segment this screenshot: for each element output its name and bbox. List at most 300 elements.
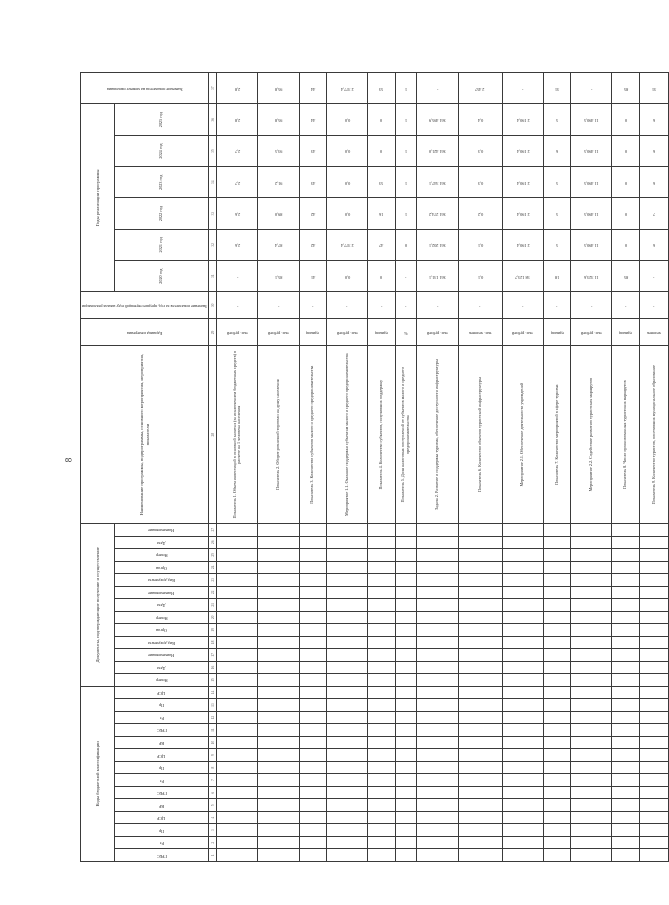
code-cell xyxy=(258,724,299,737)
code-cell xyxy=(571,849,612,862)
code-cell xyxy=(217,636,258,649)
code-cell xyxy=(299,586,326,599)
code-cell xyxy=(571,624,612,637)
doc-subheader: Орган xyxy=(114,624,209,637)
code-cell xyxy=(458,574,502,587)
code-cell xyxy=(368,749,395,762)
budget-subheader: ГРБС xyxy=(114,724,209,737)
code-cell xyxy=(417,711,458,724)
code-cell xyxy=(395,636,417,649)
row-name: Задача 2. Развитие и поддержка туризма, обеспечение доступности инфраструктуры xyxy=(417,346,458,523)
doc-subheader: Наименование xyxy=(114,586,209,599)
year-value: 0 xyxy=(612,135,639,166)
code-cell xyxy=(458,761,502,774)
year-value: 6 xyxy=(639,104,668,135)
column-number: 2 xyxy=(209,836,217,849)
year-value: 89,0 xyxy=(258,198,299,229)
code-cell xyxy=(299,736,326,749)
code-cell xyxy=(458,774,502,787)
year-value: 5 xyxy=(543,229,570,260)
code-cell xyxy=(258,574,299,587)
code-cell xyxy=(571,774,612,787)
code-cell xyxy=(458,624,502,637)
row-unit: тыс. рублей xyxy=(217,319,258,346)
year-value: 1 xyxy=(395,198,417,229)
year-value: 42 xyxy=(299,229,326,260)
code-cell xyxy=(327,636,368,649)
code-cell xyxy=(368,849,395,862)
code-cell xyxy=(502,724,543,737)
code-cell xyxy=(458,699,502,712)
code-cell xyxy=(299,549,326,562)
code-cell xyxy=(612,711,639,724)
column-number: 29 xyxy=(209,319,217,346)
column-number: 5 xyxy=(209,799,217,812)
code-cell xyxy=(502,761,543,774)
budget-subheader: ВР xyxy=(114,736,209,749)
row-unit: тыс. рублей xyxy=(502,319,543,346)
year-value: 361 347,1 xyxy=(417,167,458,198)
code-cell xyxy=(543,736,570,749)
column-number: 24 xyxy=(209,561,217,574)
code-cell xyxy=(299,611,326,624)
code-cell xyxy=(502,686,543,699)
code-cell xyxy=(327,561,368,574)
code-cell xyxy=(417,799,458,812)
year-value: 2 190,4 xyxy=(502,167,543,198)
code-cell xyxy=(395,799,417,812)
code-cell xyxy=(395,561,417,574)
doc-subheader: Номер xyxy=(114,611,209,624)
code-cell xyxy=(299,561,326,574)
code-cell xyxy=(612,586,639,599)
code-cell xyxy=(258,624,299,637)
year-value: 6 xyxy=(639,167,668,198)
table-row xyxy=(458,73,502,862)
code-cell xyxy=(612,599,639,612)
code-cell xyxy=(502,674,543,687)
row-name: Показатель 9. Количество туристов, посетивших муниципальное образование xyxy=(639,346,668,523)
code-cell xyxy=(571,836,612,849)
code-cell xyxy=(502,574,543,587)
column-number: 33 xyxy=(209,198,217,229)
year-value: 85 xyxy=(612,261,639,292)
code-cell xyxy=(299,649,326,662)
code-cell xyxy=(217,811,258,824)
code-cell xyxy=(368,549,395,562)
code-cell xyxy=(217,549,258,562)
code-cell xyxy=(639,836,668,849)
row-name: Показатель 7. Количество мероприятий в сфере туризма xyxy=(543,346,570,523)
code-cell xyxy=(417,699,458,712)
code-cell xyxy=(258,799,299,812)
year-value: 2 377,4 xyxy=(327,229,368,260)
code-cell xyxy=(571,824,612,837)
year-value: 11 490,5 xyxy=(571,135,612,166)
row-unit: человек xyxy=(639,319,668,346)
doc-subheader: Дата xyxy=(114,536,209,549)
code-cell xyxy=(502,661,543,674)
code-cell xyxy=(368,649,395,662)
column-number: 12 xyxy=(209,711,217,724)
year-header: 2022 год xyxy=(114,198,209,229)
code-cell xyxy=(543,711,570,724)
row-total: 31 xyxy=(543,73,570,105)
code-cell xyxy=(639,686,668,699)
code-cell xyxy=(368,711,395,724)
year-value: 11 490,5 xyxy=(571,229,612,260)
code-cell xyxy=(417,786,458,799)
code-cell xyxy=(368,724,395,737)
code-cell xyxy=(458,786,502,799)
code-cell xyxy=(571,811,612,824)
code-cell xyxy=(217,699,258,712)
code-cell xyxy=(612,761,639,774)
code-cell xyxy=(417,574,458,587)
code-cell xyxy=(395,836,417,849)
budget-subheader: ЦСР xyxy=(114,811,209,824)
code-cell xyxy=(571,599,612,612)
code-cell xyxy=(217,561,258,574)
row-name: Мероприятие 1.1. Оказание поддержки субъектам малого и среднего предпринимательства xyxy=(327,346,368,523)
column-number: 7 xyxy=(209,774,217,787)
column-number: 9 xyxy=(209,749,217,762)
year-value: 0 xyxy=(368,261,395,292)
year-value: 6 xyxy=(543,135,570,166)
code-cell xyxy=(395,523,417,536)
code-cell xyxy=(612,674,639,687)
code-cell xyxy=(395,736,417,749)
year-value: 18 xyxy=(543,261,570,292)
code-cell xyxy=(502,774,543,787)
code-cell xyxy=(502,711,543,724)
code-cell xyxy=(502,561,543,574)
code-cell xyxy=(327,711,368,724)
code-cell xyxy=(502,836,543,849)
code-cell xyxy=(543,624,570,637)
budget-subheader: ВР xyxy=(114,799,209,812)
year-value: 0 xyxy=(612,104,639,135)
column-number: 18 xyxy=(209,636,217,649)
code-cell xyxy=(299,836,326,849)
code-cell xyxy=(417,724,458,737)
header-unit: Единица измерения xyxy=(81,319,209,346)
year-value: 0,0 xyxy=(327,135,368,166)
code-cell xyxy=(368,611,395,624)
code-cell xyxy=(395,749,417,762)
code-cell xyxy=(571,561,612,574)
code-cell xyxy=(395,711,417,724)
code-cell xyxy=(639,761,668,774)
code-cell xyxy=(612,661,639,674)
year-value: - xyxy=(395,261,417,292)
code-cell xyxy=(258,536,299,549)
year-value: 0,0 xyxy=(327,104,368,135)
code-cell xyxy=(543,749,570,762)
code-cell xyxy=(639,586,668,599)
code-cell xyxy=(458,711,502,724)
code-cell xyxy=(395,586,417,599)
row-base: - xyxy=(612,292,639,319)
code-cell xyxy=(639,649,668,662)
header-program-name: Наименование программы, подпрограммы, основного мероприятия, мероприятия, показатели xyxy=(81,346,209,523)
code-cell xyxy=(368,624,395,637)
code-cell xyxy=(543,574,570,587)
code-cell xyxy=(417,636,458,649)
column-number: 23 xyxy=(209,574,217,587)
column-number: 19 xyxy=(209,624,217,637)
code-cell xyxy=(395,849,417,862)
year-value: 95,8 xyxy=(258,104,299,135)
code-cell xyxy=(639,674,668,687)
row-base: - xyxy=(543,292,570,319)
code-cell xyxy=(417,611,458,624)
row-base: - xyxy=(417,292,458,319)
code-cell xyxy=(395,761,417,774)
code-cell xyxy=(417,686,458,699)
row-base: - xyxy=(458,292,502,319)
code-cell xyxy=(395,811,417,824)
year-value: 2 190,4 xyxy=(502,229,543,260)
year-header: 2024 год xyxy=(114,135,209,166)
code-cell xyxy=(299,523,326,536)
row-total: 2 377,4 xyxy=(327,73,368,105)
column-number: 30 xyxy=(209,292,217,319)
column-number: 32 xyxy=(209,229,217,260)
code-cell xyxy=(458,549,502,562)
year-value: 87,4 xyxy=(258,229,299,260)
row-unit: единиц xyxy=(612,319,639,346)
code-cell xyxy=(258,711,299,724)
row-total: 44 xyxy=(299,73,326,105)
code-cell xyxy=(612,574,639,587)
row-unit: тыс. рублей xyxy=(417,319,458,346)
code-cell xyxy=(571,523,612,536)
code-cell xyxy=(217,674,258,687)
budget-subheader: ЦСР xyxy=(114,686,209,699)
column-number: 20 xyxy=(209,611,217,624)
code-cell xyxy=(258,686,299,699)
code-cell xyxy=(327,649,368,662)
code-cell xyxy=(368,736,395,749)
code-cell xyxy=(258,736,299,749)
code-cell xyxy=(571,586,612,599)
code-cell xyxy=(543,636,570,649)
year-value: 0 xyxy=(395,229,417,260)
code-cell xyxy=(217,711,258,724)
code-cell xyxy=(639,574,668,587)
code-cell xyxy=(327,774,368,787)
code-cell xyxy=(639,561,668,574)
year-value: 0,0 xyxy=(327,198,368,229)
column-number: 25 xyxy=(209,549,217,562)
code-cell xyxy=(299,799,326,812)
table-row xyxy=(327,73,368,862)
code-cell xyxy=(458,799,502,812)
year-value: 5 xyxy=(543,167,570,198)
code-cell xyxy=(639,799,668,812)
column-number: 8 xyxy=(209,761,217,774)
code-cell xyxy=(458,649,502,662)
code-cell xyxy=(395,824,417,837)
column-number: 28 xyxy=(209,346,217,523)
row-unit: тыс. рублей xyxy=(258,319,299,346)
doc-subheader: Вид документа xyxy=(114,574,209,587)
code-cell xyxy=(299,786,326,799)
code-cell xyxy=(368,761,395,774)
code-cell xyxy=(502,811,543,824)
code-cell xyxy=(571,761,612,774)
code-cell xyxy=(368,811,395,824)
code-cell xyxy=(612,836,639,849)
code-cell xyxy=(417,824,458,837)
code-cell xyxy=(417,749,458,762)
row-total: 31 xyxy=(639,73,668,105)
code-cell xyxy=(395,624,417,637)
code-cell xyxy=(395,774,417,787)
row-name: Показатель 6. Количество объектов туристской инфраструктуры xyxy=(458,346,502,523)
year-value: 361 202,1 xyxy=(417,229,458,260)
year-value: 6 xyxy=(639,135,668,166)
code-cell xyxy=(543,586,570,599)
code-cell xyxy=(639,786,668,799)
header-budget-group: Коды бюджетной классификации xyxy=(81,686,115,861)
table-body xyxy=(217,73,669,862)
code-cell xyxy=(502,636,543,649)
code-cell xyxy=(543,649,570,662)
column-number: 37 xyxy=(209,73,217,105)
code-cell xyxy=(258,811,299,824)
code-cell xyxy=(327,761,368,774)
code-cell xyxy=(571,649,612,662)
code-cell xyxy=(612,724,639,737)
row-base: - xyxy=(639,292,668,319)
code-cell xyxy=(502,699,543,712)
code-cell xyxy=(299,699,326,712)
year-value: 16 xyxy=(368,198,395,229)
year-value: - xyxy=(639,261,668,292)
code-cell xyxy=(417,849,458,862)
page-number: 8 xyxy=(63,457,74,463)
code-cell xyxy=(299,849,326,862)
code-cell xyxy=(368,536,395,549)
code-cell xyxy=(612,749,639,762)
row-unit: тыс. человек xyxy=(458,319,502,346)
budget-subheader: ЦСР xyxy=(114,749,209,762)
header-years-group: Годы реализации программы xyxy=(81,104,115,292)
code-cell xyxy=(258,749,299,762)
code-cell xyxy=(571,799,612,812)
column-number: 11 xyxy=(209,724,217,737)
code-cell xyxy=(571,736,612,749)
column-number: 31 xyxy=(209,261,217,292)
year-header: 2025 год xyxy=(114,104,209,135)
code-cell xyxy=(639,774,668,787)
code-cell xyxy=(299,661,326,674)
code-cell xyxy=(639,724,668,737)
code-cell xyxy=(571,699,612,712)
code-cell xyxy=(612,774,639,787)
code-cell xyxy=(395,686,417,699)
year-value: 0 xyxy=(612,229,639,260)
code-cell xyxy=(258,786,299,799)
year-value: 91,2 xyxy=(258,167,299,198)
code-cell xyxy=(639,749,668,762)
code-cell xyxy=(502,799,543,812)
column-number: 14 xyxy=(209,686,217,699)
doc-subheader: Вид документа xyxy=(114,636,209,649)
code-cell xyxy=(327,586,368,599)
code-cell xyxy=(217,799,258,812)
code-cell xyxy=(258,661,299,674)
code-cell xyxy=(368,561,395,574)
code-cell xyxy=(217,624,258,637)
code-cell xyxy=(417,561,458,574)
code-cell xyxy=(612,811,639,824)
code-cell xyxy=(368,799,395,812)
code-cell xyxy=(217,724,258,737)
code-cell xyxy=(299,761,326,774)
code-cell xyxy=(368,636,395,649)
code-cell xyxy=(543,536,570,549)
code-cell xyxy=(217,649,258,662)
code-cell xyxy=(458,836,502,849)
year-value: 5 xyxy=(543,198,570,229)
code-cell xyxy=(502,736,543,749)
row-unit: тыс. рублей xyxy=(327,319,368,346)
year-value: 0,3 xyxy=(458,135,502,166)
row-base: - xyxy=(327,292,368,319)
row-total: 2 457 xyxy=(458,73,502,105)
code-cell xyxy=(368,699,395,712)
code-cell xyxy=(612,636,639,649)
code-cell xyxy=(458,536,502,549)
code-cell xyxy=(458,599,502,612)
table-row xyxy=(571,73,612,862)
budget-subheader: Рз xyxy=(114,836,209,849)
code-cell xyxy=(612,536,639,549)
code-cell xyxy=(639,523,668,536)
year-value: 361 495,9 xyxy=(417,104,458,135)
code-cell xyxy=(368,523,395,536)
year-value: 11 490,5 xyxy=(571,167,612,198)
code-cell xyxy=(502,624,543,637)
column-number: 34 xyxy=(209,167,217,198)
code-cell xyxy=(612,824,639,837)
code-cell xyxy=(571,636,612,649)
year-value: 2 190,4 xyxy=(502,198,543,229)
year-value: 1 xyxy=(395,167,417,198)
code-cell xyxy=(327,749,368,762)
code-cell xyxy=(571,686,612,699)
code-cell xyxy=(327,824,368,837)
code-cell xyxy=(571,611,612,624)
code-cell xyxy=(639,849,668,862)
code-cell xyxy=(217,523,258,536)
column-number: 27 xyxy=(209,523,217,536)
code-cell xyxy=(458,561,502,574)
year-header: 2023 год xyxy=(114,167,209,198)
code-cell xyxy=(327,849,368,862)
code-cell xyxy=(327,536,368,549)
code-cell xyxy=(395,649,417,662)
code-cell xyxy=(417,523,458,536)
code-cell xyxy=(639,611,668,624)
row-base: - xyxy=(571,292,612,319)
code-cell xyxy=(417,549,458,562)
code-cell xyxy=(217,786,258,799)
year-value: - xyxy=(217,261,258,292)
